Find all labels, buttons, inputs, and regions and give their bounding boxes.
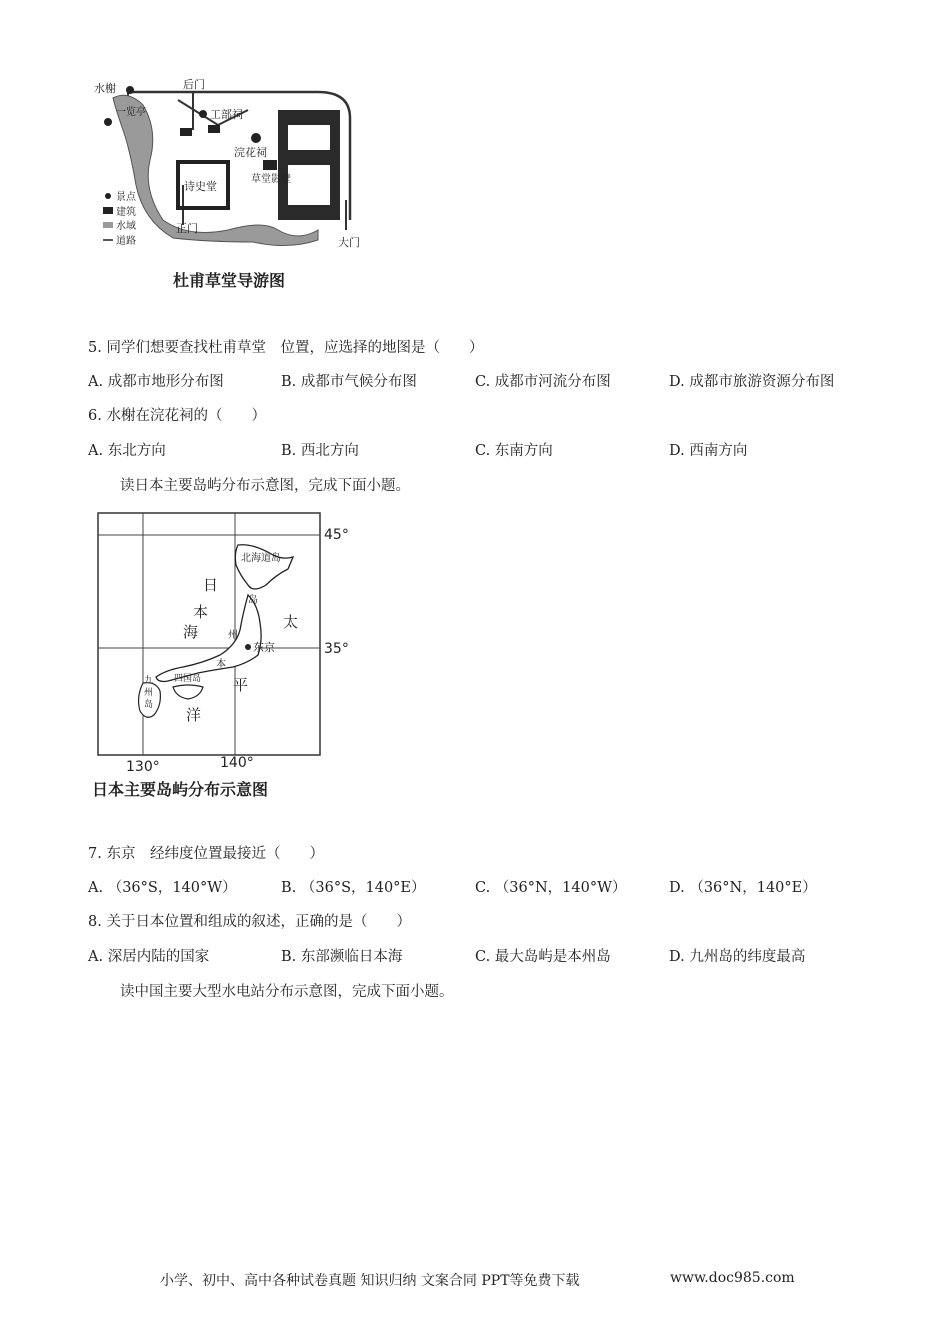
label-sea-ben: 本 xyxy=(193,603,209,621)
label-shuixie: 水榭 xyxy=(94,82,116,95)
label-shikoku: 四国岛 xyxy=(174,674,202,684)
q7-option-b[interactable]: B. （36°S，140°E） xyxy=(281,880,426,896)
legend-scenic-icon xyxy=(105,193,111,199)
exhibition-building xyxy=(278,110,340,220)
intro-china-hydropower: 读中国主要大型水电站分布示意图，完成下面小题。 xyxy=(120,984,454,1000)
label-yiting: 一览亭 xyxy=(116,107,146,118)
label-huanhuaci: 浣花祠 xyxy=(234,146,267,159)
label-honshu-zhou: 州 xyxy=(228,630,238,641)
footer-text: 小学、初中、高中各种试卷真题 知识归纳 文案合同 PPT等免费下载 xyxy=(160,1273,580,1289)
label-houmen: 后门 xyxy=(183,78,205,91)
q6-option-c[interactable]: C. 东南方向 xyxy=(475,443,553,459)
scenic-point-icon xyxy=(126,86,134,94)
legend-water: 水域 xyxy=(116,221,136,232)
lon-label-140: 140° xyxy=(220,755,254,771)
q7-option-c[interactable]: C. （36°N，140°W） xyxy=(475,880,627,896)
label-zhengmen: 正门 xyxy=(176,222,198,235)
du-fu-cottage-map xyxy=(88,70,363,300)
footer-url[interactable]: www.doc985.com xyxy=(670,1270,795,1286)
label-kyushu-dao: 岛 xyxy=(144,700,154,710)
label-gongbuci: 工部祠 xyxy=(210,108,243,121)
scenic-point-icon xyxy=(104,118,112,126)
building xyxy=(180,128,192,136)
q7-option-a[interactable]: A. （36°S，140°W） xyxy=(88,880,237,896)
japan-map-caption: 日本主要岛屿分布示意图 xyxy=(92,780,269,799)
label-sea-hai: 海 xyxy=(183,623,199,641)
label-damen: 大门 xyxy=(338,236,360,249)
lon-label-130: 130° xyxy=(126,759,160,775)
label-ocean-yang: 洋 xyxy=(186,706,202,724)
label-honshu-ben: 本 xyxy=(216,659,226,670)
label-ocean-tai: 太 xyxy=(283,613,299,631)
label-zhanlanshi: 展览室 xyxy=(293,178,323,189)
label-tokyo: 东京 xyxy=(253,641,275,654)
question-8-stem: 8. 关于日本位置和组成的叙述，正确的是（ ） xyxy=(88,914,411,930)
scenic-point-icon xyxy=(251,133,261,143)
label-honshu-dao: 岛 xyxy=(248,595,258,606)
q5-option-b[interactable]: B. 成都市气候分布图 xyxy=(281,374,417,390)
lat-label-45: 45° xyxy=(324,527,349,543)
legend-water-icon xyxy=(103,222,113,228)
lat-label-35: 35° xyxy=(324,641,349,657)
q7-option-d[interactable]: D. （36°N，140°E） xyxy=(669,880,817,896)
legend-building-icon xyxy=(103,207,113,214)
q8-option-d[interactable]: D. 九州岛的纬度最高 xyxy=(669,949,806,965)
label-sea-ri: 日 xyxy=(203,576,219,594)
du-fu-map-caption: 杜甫草堂导游图 xyxy=(173,271,286,290)
q8-option-b[interactable]: B. 东部濒临日本海 xyxy=(281,949,403,965)
q8-option-c[interactable]: C. 最大岛屿是本州岛 xyxy=(475,949,611,965)
question-5-stem: 5. 同学们想要查找杜甫草堂 位置，应选择的地图是（ ） xyxy=(88,340,484,356)
label-ocean-ping: 平 xyxy=(233,676,249,694)
question-7-stem: 7. 东京 经纬度位置最接近（ ） xyxy=(88,846,324,862)
label-kyushu-jiu: 九 xyxy=(144,676,154,686)
q6-option-d[interactable]: D. 西南方向 xyxy=(669,443,748,459)
q5-option-c[interactable]: C. 成都市河流分布图 xyxy=(475,374,611,390)
q8-option-a[interactable]: A. 深居内陆的国家 xyxy=(88,949,210,965)
scenic-point-icon xyxy=(199,110,207,118)
label-shishitang: 诗史堂 xyxy=(184,180,217,193)
question-6-stem: 6. 水榭在浣花祠的（ ） xyxy=(88,408,266,424)
building xyxy=(263,160,277,170)
q6-option-a[interactable]: A. 东北方向 xyxy=(88,443,166,459)
q5-option-d[interactable]: D. 成都市旅游资源分布图 xyxy=(669,374,835,390)
label-hokkaido: 北海道岛 xyxy=(241,553,281,564)
japan-islands-map xyxy=(88,505,358,805)
legend-building: 建筑 xyxy=(116,207,136,218)
q6-option-b[interactable]: B. 西北方向 xyxy=(281,443,359,459)
label-caotang-yingbi: 草堂影壁 xyxy=(251,174,291,185)
tokyo-point-icon xyxy=(245,644,251,650)
map-frame xyxy=(98,513,320,755)
intro-japan: 读日本主要岛屿分布示意图，完成下面小题。 xyxy=(120,478,410,494)
legend-scenic: 景点 xyxy=(116,192,136,203)
label-kyushu-zhou: 州 xyxy=(144,688,154,698)
q5-option-a[interactable]: A. 成都市地形分布图 xyxy=(88,374,224,390)
building xyxy=(208,125,220,133)
legend-road: 道路 xyxy=(116,236,136,247)
